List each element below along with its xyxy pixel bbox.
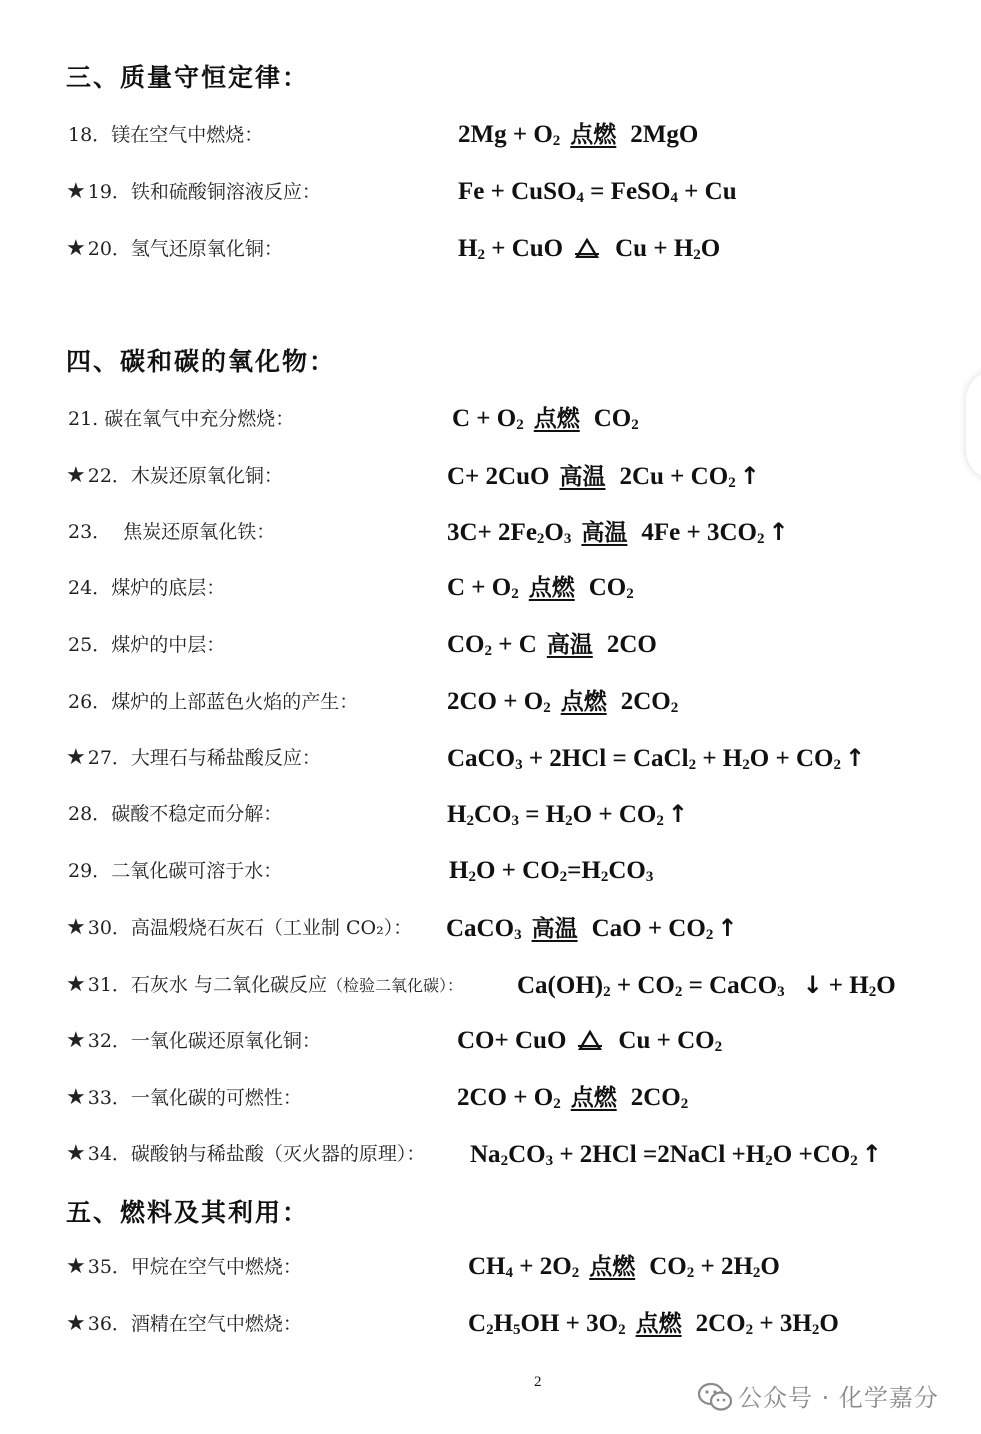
chemical-equation: CaCO$_3$ + 2HCl = CaCl$_2$ + $H_2O + CO_2$ ↑ — [447, 744, 866, 773]
chemical-equation: CaCO$_3$ 高温 CaO + $CO_2$ ↑ — [446, 914, 738, 943]
heat-triangle-icon — [578, 1023, 602, 1047]
equation-row — [66, 1304, 966, 1344]
reaction-label: ★ 30．高温煅烧石灰石（工业制 CO₂）： — [66, 915, 413, 940]
reaction-label: ★ 20．氢气还原氧化铜： — [66, 236, 283, 261]
gas-arrow-icon: ↑ — [717, 914, 738, 942]
chemical-equation: $2CO + O_2$ 点燃 $2CO_2$ — [447, 688, 679, 716]
heat-triangle-icon — [575, 231, 599, 255]
chemical-equation: $H_2O + CO_2=H_2CO_3$ — [449, 857, 654, 885]
reaction-label: ★ 34．碳酸钠与稀盐酸（灭火器的原理）： — [66, 1141, 426, 1166]
equation-row — [66, 115, 966, 155]
gas-arrow-icon: ↑ — [844, 744, 866, 772]
gas-arrow-icon: ↑ — [768, 518, 789, 546]
equation-row — [66, 172, 966, 212]
equation-row — [66, 794, 966, 834]
precipitate-arrow-icon: ↓ — [802, 971, 823, 999]
reaction-label: ★ 19．铁和硫酸铜溶液反应： — [66, 179, 321, 204]
chemical-equation: $C + O_2$ 点燃 $CO_2$ — [452, 405, 639, 433]
equation-row — [66, 568, 966, 608]
chemical-equation: $H_2$ + CuO $Cu + H_2O$ — [458, 229, 720, 269]
chemical-equation: $Na_2CO_3 + 2HCl$ =2NaCl $+H_2O +CO_2$ ↑ — [470, 1140, 882, 1169]
section-title-mass-conservation: 三、质量守恒定律： — [66, 63, 310, 92]
gas-arrow-icon: ↑ — [667, 800, 688, 828]
reaction-label: 18．镁在空气中燃烧： — [68, 124, 264, 146]
chemical-equation: CO+ CuO $Cu + CO_2$ — [457, 1021, 722, 1061]
chemical-equation: $C + O_2$ 点燃 $CO_2$ — [447, 574, 634, 602]
reaction-label: ★ 35．甲烷在空气中燃烧： — [66, 1254, 302, 1279]
equation-row — [66, 1134, 966, 1174]
reaction-label: 21. 碳在氧气中充分燃烧： — [68, 408, 295, 430]
chemical-equation: $CO_2 + C$ 高温 2CO — [447, 631, 657, 659]
reaction-label: 24．煤炉的底层： — [68, 577, 226, 599]
chemical-equation: $CH_4 + 2O_2$ 点燃 $CO_2 + 2H_2O$ — [468, 1253, 780, 1281]
gas-arrow-icon: ↑ — [861, 1140, 882, 1168]
page-number: 2 — [534, 1374, 542, 1390]
watermark: 公众号 · 化学嘉分 — [698, 1378, 939, 1413]
wechat-icon — [698, 1382, 732, 1412]
reaction-label: ★ 33．一氧化碳的可燃性： — [66, 1085, 302, 1110]
equation-row — [66, 229, 966, 269]
chemical-equation: $H_2CO_3 = H_2O + CO_2$ ↑ — [447, 800, 688, 829]
reaction-label: 28．碳酸不稳定而分解： — [68, 803, 283, 825]
equation-row — [66, 1078, 966, 1118]
equation-row — [66, 512, 966, 552]
reaction-label: ★ 32．一氧化碳还原氧化铜： — [66, 1028, 321, 1053]
chemical-equation: $2CO + O_2$ 点燃 $2CO_2$ — [457, 1084, 689, 1112]
gas-arrow-icon: ↑ — [739, 462, 760, 490]
equation-row — [66, 625, 966, 665]
chemical-equation: $Ca(OH)_2 + CO_2$ = CaCO$_3$ ↓ + $H_2O$ — [517, 971, 896, 1000]
chemical-equation: C+ 2CuO 高温 $2Cu + CO_2$ ↑ — [447, 462, 760, 491]
equation-row — [66, 1247, 966, 1287]
reaction-label: ★ 36．酒精在空气中燃烧： — [66, 1311, 302, 1336]
chemical-equation: $3C+ 2Fe_2O_3$ 高温 $4Fe + 3CO_2$ ↑ — [447, 518, 789, 547]
chemical-equation: $2Mg + O_2$ 点燃 2MgO — [458, 121, 699, 149]
floating-side-button[interactable] — [966, 370, 981, 480]
equation-row — [66, 1021, 966, 1061]
equation-row — [66, 851, 966, 891]
equation-row — [66, 965, 966, 1005]
chemical-equation: $C_2H_5OH + 3O_2$ 点燃 $2CO_2 + 3H_2O$ — [468, 1310, 839, 1338]
reaction-label: 25．煤炉的中层： — [68, 634, 226, 656]
equation-row — [66, 908, 966, 948]
equation-row — [66, 738, 966, 778]
section-title-carbon-oxides: 四、碳和碳的氧化物： — [66, 347, 337, 376]
equation-row — [66, 399, 966, 439]
section-title-fuels: 五、燃料及其利用： — [66, 1198, 310, 1227]
reaction-label: ★ 22．木炭还原氧化铜： — [66, 463, 283, 488]
reaction-label: ★ 27．大理石与稀盐酸反应： — [66, 745, 321, 770]
chemical-equation: Fe + CuSO$_4$ = FeSO$_4$ + Cu — [458, 178, 737, 206]
reaction-label: ★ 31．石灰水 与二氧化碳反应（检验二氧化碳）： — [66, 972, 463, 997]
reaction-label: 29．二氧化碳可溶于水： — [68, 860, 283, 882]
equation-row — [66, 456, 966, 496]
reaction-label: 26．煤炉的上部蓝色火焰的产生： — [68, 691, 359, 713]
equation-row — [66, 682, 966, 722]
reaction-label: 23． 焦炭还原氧化铁： — [68, 521, 276, 543]
